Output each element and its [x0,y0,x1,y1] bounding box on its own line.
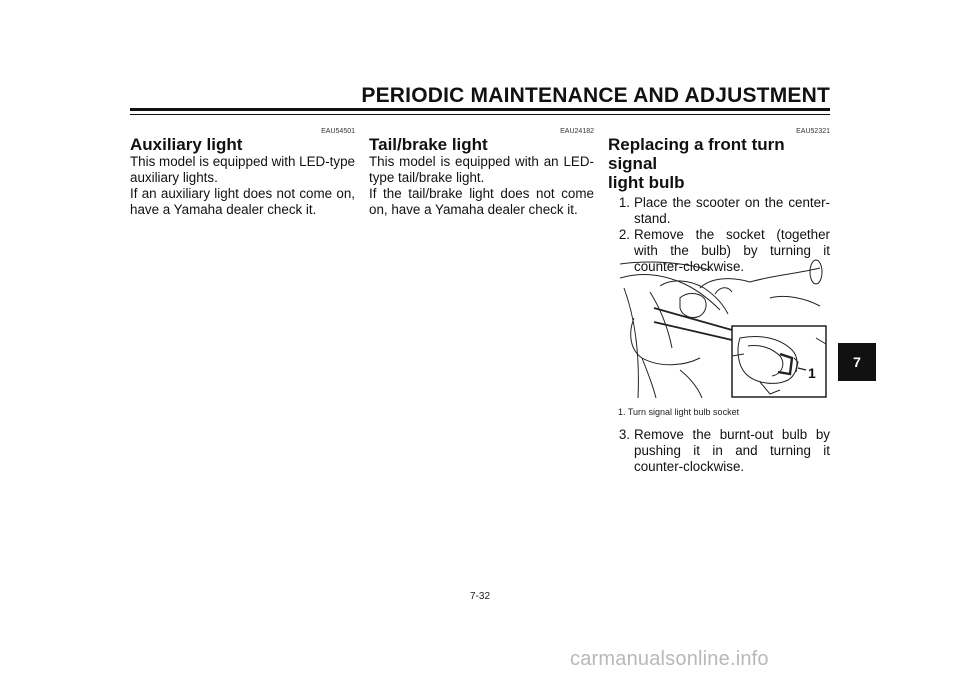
page-header-title: PERIODIC MAINTENANCE AND ADJUSTMENT [361,84,830,107]
tail-brake-light-section [369,135,594,218]
section-title: Auxiliary light [130,135,243,154]
auxiliary-light-section [130,135,355,218]
section-code: EAU24182 [560,128,594,135]
callout-label: 1 [808,365,816,381]
turn-signal-illustration [620,258,828,398]
figure-caption: 1. Turn signal light bulb socket [618,407,740,417]
section-code: EAU54501 [321,128,355,135]
section-code: EAU52321 [796,128,830,135]
paragraph: If the tail/brake light does not come on, have a Yamaha dealer check it. [369,186,594,217]
chapter-tab: 7 [838,343,876,381]
header-rule [130,108,830,111]
section-title: Tail/brake light [369,135,488,154]
turn-signal-section [608,135,830,275]
section-title-line2: light bulb [608,173,685,192]
list-item: 3. Remove the burnt-out bulb by pushing it in and turning it counter-clockwise. [618,427,830,474]
section-title: Replacing a front turn signal [608,135,785,173]
page-number: 7-32 [469,591,490,602]
paragraph: This model is equipped with an LED-type tail/brake light. [369,154,594,185]
watermark: carmanualsonline.info [570,648,769,670]
paragraph: This model is equipped with LED-type auxiliary lights. [130,154,355,185]
list-item: 1. Place the scooter on the center-stand. [618,195,830,226]
header-rule-thin [130,114,830,115]
steps-list-continued [608,427,830,475]
list-item: 2. Remove the socket (together with the bulb) by turning it counter-clockwise. [618,227,830,274]
paragraph: If an auxiliary light does not come on, have a Yamaha dealer check it. [130,186,355,217]
